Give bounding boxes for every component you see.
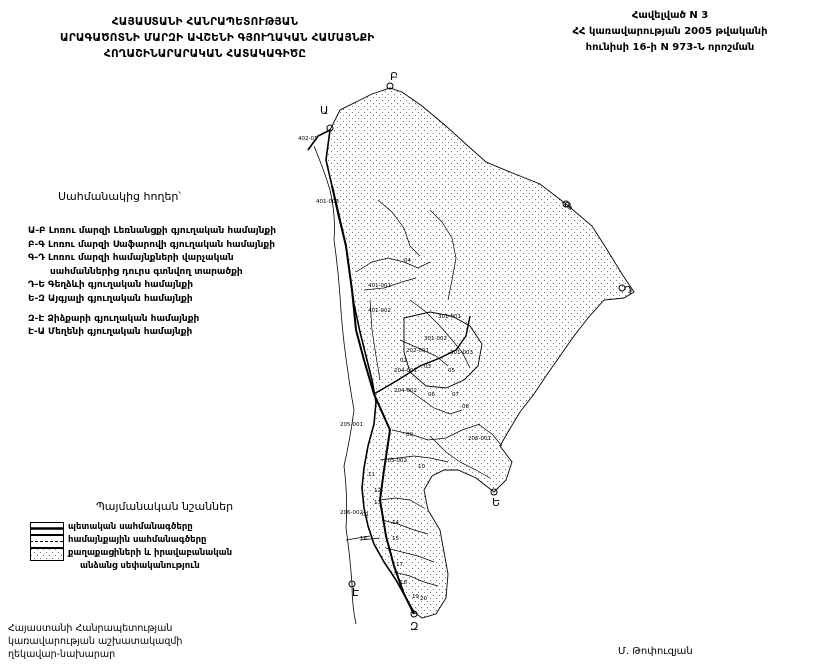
parcel-label: 02 [400,358,407,364]
boundary-item: սահմաններից դուրս գտնվող տարածքի [50,266,243,277]
signer-line-2: կառավարության աշխատակազմի [8,636,183,647]
parcel-label: 01 [362,512,369,518]
annex-line-3: հունիսի 16-ի N 973-Ն որոշման [585,42,755,53]
signer-line-3: ղեկավար-նախարար [8,649,116,660]
parcel-label: 14 [392,520,399,526]
parcel-label: 402-01 [298,136,318,142]
boundary-item: Բ-Գ Լոռու մարզի Սաֆարովի գյուղական համայնքի [28,239,275,250]
parcel-label: 10 [418,464,425,470]
annex-line-2: ՀՀ կառավարության 2005 թվականի [572,26,768,37]
title-line-2: ԱՐԱԳԱԾՈՏՆԻ ՄԱՐԶԻ ԱՎՇԵՆԻ ԳՅՈՒՂԱԿԱՆ ՀԱՄԱՅՆՔԻ [60,32,375,44]
parcel-label: 19 [412,594,419,600]
annex-line-1: Հավելված N 3 [631,10,709,21]
parcel-label: 20 [420,596,427,602]
parcel-label: 401-002 [368,308,391,314]
corner-label-a: Ա [320,104,329,117]
boundary-item: Ա-Բ Լոռու մարզի Լեռնանցքի գյուղական համայնքի [28,226,277,236]
corner-label-g: Գ [564,200,573,213]
boundary-item: Գ-Դ Լոռու մարզի համայնքների վարչական [28,253,234,264]
boundary-item: Զ-Է Ձիձքարի գյուղական համայնքի [28,313,200,324]
corner-label-e2: Է [352,586,360,599]
parcel-label: 206-001 [468,436,491,442]
parcel-label: 05 [448,368,455,374]
parcel-label: 11 [368,472,375,478]
legend-label: անձանց սեփականություն [80,561,200,571]
parcel-label: 205-001 [340,422,363,428]
parcel-label: 301-002 [424,336,447,342]
parcel-label: 08 [462,404,469,410]
parcel-label: 401-003 [316,199,339,205]
corner-label-z: Զ [410,620,419,633]
parcel-label: 18 [400,580,407,586]
parcel-label: 301-003 [450,350,473,356]
signer-name: Մ. Թոփուզյան [618,646,693,657]
corner-label-b: Բ [390,70,399,83]
signer-line-1: Հայաստանի Հանրապետության [8,623,173,634]
parcel-label: 204-001 [394,368,417,374]
parcel-label: 401-001 [368,283,391,289]
parcel-label: 206-002 [340,510,363,516]
boundary-item: Ե-Զ Այգյալի գյուղական համայնքի [28,293,193,304]
boundary-item: Է-Ա Մեղենի գյուղական համայնքի [28,327,193,338]
boundaries-heading: Սահմանակից հողեր՝ [58,190,181,203]
corner-label-e: Ե [492,496,501,509]
parcel-label: 04 [404,258,411,264]
legend-label: պետական սահմանագծերը [68,522,193,532]
parcel-label: 17 [396,562,403,568]
title-line-3: ՀՈՂԱՇԻՆԱՐԱՐԱԿԱՆ ՀԱՏԱԿԱԳԻԾԸ [103,48,307,60]
legend-heading: Պայմանական նշաններ [96,500,234,513]
legend-label: համայնքային սահմանագծերը [68,535,207,545]
parcel-label: 205-002 [384,458,407,464]
parcel-label: 15 [392,536,399,542]
parcel-label: 06 [428,392,435,398]
parcel-label: 12 [374,488,381,494]
parcel-label: 07 [452,392,459,398]
parcel-label: 16 [360,536,367,542]
legend-label: քաղաքացիների և իրավաբանական [68,548,233,558]
parcel-label: 301-001 [438,314,461,320]
corner-label-d: Դ [624,284,633,297]
parcel-label: 13 [374,500,381,506]
parcel-label: 09 [406,432,413,438]
parcel-label: 202-001 [406,348,429,354]
boundary-item: Դ-Ե Գեղձևի գյուղական համայնքի [28,280,193,291]
title-line-1: ՀԱՅԱՍՏԱՆԻ ՀԱՆՐԱՊԵՏՈՒԹՅԱՆ [111,16,299,28]
parcel-label: 03 [424,364,431,370]
parcel-label: 204-002 [394,388,417,394]
